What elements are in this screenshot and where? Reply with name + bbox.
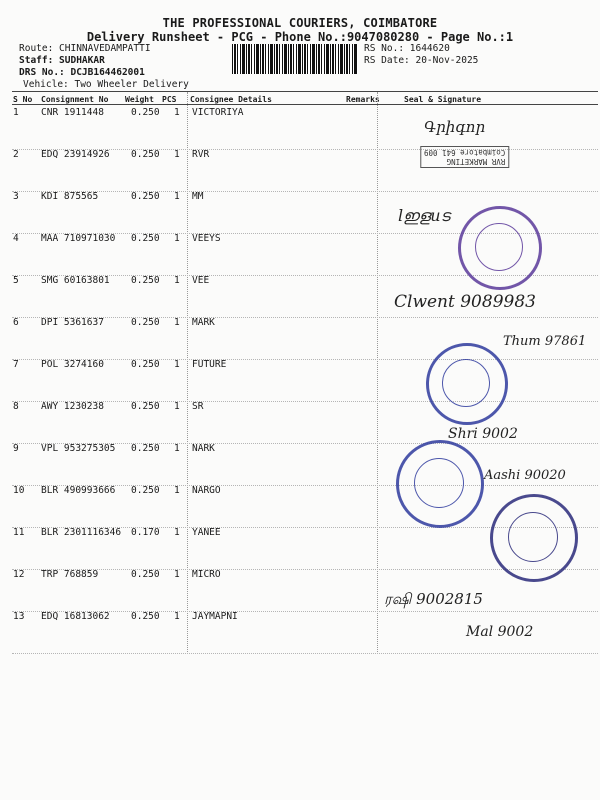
cell-weight: 0.250	[131, 611, 160, 622]
cell-consignment: TRP 768859	[41, 569, 99, 580]
cell-consignment: AWY 1230238	[41, 401, 104, 412]
vehicle-label: Vehicle: Two Wheeler Delivery	[23, 79, 189, 90]
barcode	[232, 44, 358, 74]
yanee-stamp	[490, 494, 578, 582]
cell-weight: 0.250	[131, 275, 160, 286]
cell-pcs: 1	[174, 611, 180, 622]
rs-date: RS Date: 20-Nov-2025	[364, 55, 479, 66]
cell-consignee: MICRO	[192, 569, 221, 580]
veeyes-stamp	[458, 206, 542, 290]
cell-pcs: 1	[174, 443, 180, 454]
futuretech-stamp	[426, 343, 508, 425]
route-label: Route: CHINNAVEDAMPATTI	[19, 43, 151, 54]
rvr-stamp-line2: Coimbatore 641 009	[424, 148, 506, 157]
cell-sno: 9	[13, 443, 19, 454]
cell-sno: 8	[13, 401, 19, 412]
cell-pcs: 1	[174, 485, 180, 496]
cell-pcs: 1	[174, 527, 180, 538]
table-header-rule	[12, 104, 598, 105]
cell-pcs: 1	[174, 317, 180, 328]
col-header-pcs: PCS	[162, 95, 177, 104]
drs-label: DRS No.: DCJB164462001	[19, 67, 145, 78]
signature-row-1: Գրիգոր	[424, 118, 486, 136]
signature-row-12: ரஷி 9002815	[384, 590, 483, 608]
cell-sno: 13	[13, 611, 25, 622]
cell-consignment: MAA 710971030	[41, 233, 116, 244]
cell-consignment: CNR 1911448	[41, 107, 104, 118]
cell-weight: 0.250	[131, 443, 160, 454]
cell-sno: 3	[13, 191, 19, 202]
company-title: THE PROFESSIONAL COURIERS, COIMBATORE	[162, 16, 438, 30]
cell-weight: 0.250	[131, 569, 160, 580]
cell-consignment: POL 3274160	[41, 359, 104, 370]
col-header-consignment: Consignment No	[41, 95, 109, 104]
cell-pcs: 1	[174, 191, 180, 202]
cell-weight: 0.250	[131, 485, 160, 496]
cell-sno: 7	[13, 359, 19, 370]
cell-weight: 0.250	[131, 317, 160, 328]
cell-pcs: 1	[174, 107, 180, 118]
row-1	[12, 107, 598, 150]
cell-sno: 10	[13, 485, 25, 496]
cell-pcs: 1	[174, 569, 180, 580]
cell-pcs: 1	[174, 275, 180, 286]
cell-consignee: VEEYS	[192, 233, 221, 244]
col-header-seal: Seal & Signature	[404, 95, 482, 104]
col-header-weight: Weight	[125, 95, 154, 104]
cell-consignment: BLR 2301116346	[41, 527, 122, 538]
col-header-remarks: Remarks	[346, 95, 380, 104]
round-stamp-row-9	[396, 440, 484, 528]
cell-weight: 0.250	[131, 233, 160, 244]
signature-row-9: Aashi 90020	[484, 468, 566, 483]
cell-consignment: SMG 60163801	[41, 275, 110, 286]
cell-sno: 1	[13, 107, 19, 118]
cell-consignee: RVR	[192, 149, 210, 160]
cell-sno: 12	[13, 569, 25, 580]
cell-weight: 0.250	[131, 191, 160, 202]
round-stamp-inner	[414, 458, 464, 508]
futuretech-stamp-inner	[442, 359, 490, 407]
cell-sno: 2	[13, 149, 19, 160]
rvr-stamp	[420, 146, 509, 168]
cell-pcs: 1	[174, 149, 180, 160]
cell-weight: 0.250	[131, 149, 160, 160]
cell-consignee: NARGO	[192, 485, 221, 496]
yanee-stamp-inner	[508, 512, 558, 562]
row-7	[12, 359, 598, 402]
cell-consignment: DPI 5361637	[41, 317, 104, 328]
cell-weight: 0.250	[131, 401, 160, 412]
cell-consignee: NARK	[192, 443, 215, 454]
cell-consignee: VICTORIYA	[192, 107, 244, 118]
rs-number: RS No.: 1644620	[364, 43, 450, 54]
signature-row-5: Clwent 9089983	[394, 292, 536, 312]
rvr-stamp-line1: RVR MARKETING	[446, 157, 506, 166]
cell-consignee: YANEE	[192, 527, 221, 538]
signature-row-6: Thum 97861	[503, 334, 587, 349]
cell-consignment: BLR 490993666	[41, 485, 116, 496]
cell-sno: 11	[13, 527, 25, 538]
signature-row-3: lഇളuട	[398, 206, 450, 225]
cell-consignee: MARK	[192, 317, 215, 328]
cell-consignee: SR	[192, 401, 204, 412]
cell-consignment: EDQ 16813062	[41, 611, 110, 622]
cell-consignee: JAYMAPNI	[192, 611, 238, 622]
staff-label: Staff: SUDHAKAR	[19, 55, 105, 66]
col-header-sno: S No	[13, 95, 33, 104]
row-2	[12, 149, 598, 192]
signature-row-8: Shri 9002	[448, 426, 518, 442]
veeyes-stamp-inner	[475, 223, 523, 271]
signature-row-13: Mal 9002	[466, 624, 534, 640]
cell-pcs: 1	[174, 359, 180, 370]
cell-sno: 5	[13, 275, 19, 286]
cell-consignment: EDQ 23914926	[41, 149, 110, 160]
cell-weight: 0.250	[131, 107, 160, 118]
cell-consignee: MM	[192, 191, 204, 202]
cell-weight: 0.250	[131, 359, 160, 370]
cell-consignee: VEE	[192, 275, 210, 286]
col-header-consignee: Consignee Details	[190, 95, 272, 104]
cell-consignment: VPL 953275305	[41, 443, 116, 454]
cell-sno: 4	[13, 233, 19, 244]
cell-weight: 0.170	[131, 527, 160, 538]
table-top-rule	[12, 91, 598, 92]
cell-pcs: 1	[174, 233, 180, 244]
cell-consignee: FUTURE	[192, 359, 227, 370]
cell-consignment: KDI 875565	[41, 191, 99, 202]
runsheet-title: Delivery Runsheet - PCG - Phone No.:9047080280 - Page No.:1	[86, 30, 514, 44]
cell-sno: 6	[13, 317, 19, 328]
cell-pcs: 1	[174, 401, 180, 412]
